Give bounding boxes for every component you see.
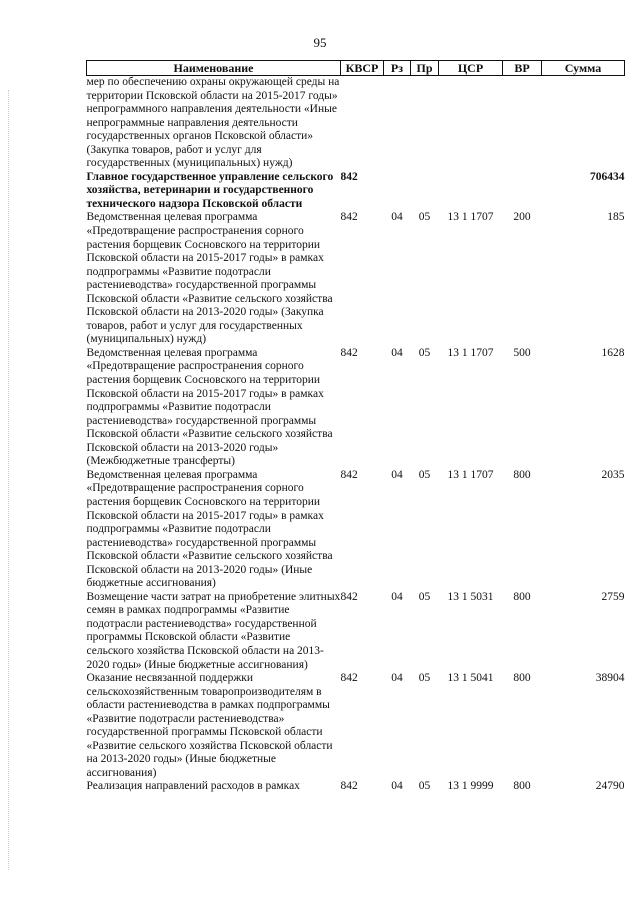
cell-rz: 04 bbox=[391, 346, 403, 359]
cell-csr bbox=[439, 76, 503, 171]
cell-sum: 706434 bbox=[590, 170, 625, 183]
cell-kvsr: 842 bbox=[340, 672, 358, 685]
cell-name: Ведомственная целевая программа «Предотвращение распространения сорного растения борщевик Сосновского на территории Псковской области на 2015-2017 годы» в рамках подпрограммы «Развитие подотрасли растениеводства» государственной программы Псковской области «Развитие сельского хозяйства Псковской области на 2013-2020 годы» (Иные бюджетные ассигнования) bbox=[86, 468, 333, 590]
cell-name: Ведомственная целевая программа «Предотвращение распространения сорного растения борщевик Сосновского на территории Псковской области на 2015-2017 годы» в рамках подпрограммы «Развитие подотрасли растениеводства» государственной программы Псковской области «Развитие сельского хозяйства Псковской области на 2013-2020 годы» (Закупка товаров, работ и услуг для государственных (муниципальных) нужд) bbox=[86, 211, 333, 346]
cell-name: Реализация направлений расходов в рамках bbox=[86, 780, 300, 793]
cell-vr: 800 bbox=[513, 780, 531, 793]
cell-vr: 500 bbox=[513, 346, 531, 359]
cell-sum: 38904 bbox=[595, 672, 625, 685]
cell-name: Ведомственная целевая программа «Предотвращение распространения сорного растения борщевик Сосновского на территории Псковской области на 2015-2017 годы» в рамках подпрограммы «Развитие подотрасли растениеводства» государственной программы Псковской области «Развитие сельского хозяйства Псковской области на 2013-2020 годы» (Межбюджетные трансферты) bbox=[86, 346, 333, 468]
cell-vr bbox=[503, 76, 542, 171]
cell-name: мер по обеспечению охраны окружающей среды на территории Псковской области на 2015-2017 годы» непрограммного направления деятельности «Иные непрограммные направления деятельности государственных органов Псковской области» (Закупка товаров, работ и услуг для государственных (муниципальных) нужд) bbox=[86, 76, 340, 170]
header-vr: ВР bbox=[503, 61, 542, 76]
cell-kvsr bbox=[341, 76, 384, 171]
table-row bbox=[87, 780, 625, 794]
cell-rz bbox=[384, 76, 411, 171]
cell-pr: 05 bbox=[418, 780, 431, 793]
header-name: Наименование bbox=[87, 61, 341, 76]
cell-pr: 05 bbox=[418, 672, 431, 685]
cell-name: Главное государственное управление сельского хозяйства, ветеринарии и государственного технического надзора Псковской области bbox=[86, 170, 334, 210]
cell-csr: 13 1 1707 bbox=[447, 346, 494, 359]
table-row bbox=[87, 347, 625, 469]
cell-kvsr: 842 bbox=[340, 211, 358, 224]
cell-sum: 24790 bbox=[595, 780, 625, 793]
cell-pr bbox=[411, 76, 439, 171]
cell-csr: 13 1 1707 bbox=[447, 211, 494, 224]
cell-csr: 13 1 1707 bbox=[447, 468, 494, 481]
cell-csr: 13 1 5041 bbox=[447, 672, 494, 685]
cell-sum: 2035 bbox=[601, 468, 625, 481]
header-rz: Рз bbox=[384, 61, 411, 76]
cell-rz: 04 bbox=[391, 211, 403, 224]
table-row bbox=[87, 591, 625, 672]
cell-sum: 185 bbox=[607, 211, 625, 224]
cell-rz: 04 bbox=[391, 780, 403, 793]
cell-name: Оказание несвязанной поддержки сельскохозяйственным товаропроизводителям в области растениеводства в рамках подпрограммы «Развитие подотрасли растениеводства» государственной программы Псковской области «Развитие сельского хозяйства Псковской области на 2013-2020 годы» (Иные бюджетные ассигнования) bbox=[86, 672, 333, 779]
table-body bbox=[87, 76, 625, 794]
cell-rz bbox=[384, 171, 411, 212]
page-number: 95 bbox=[313, 35, 327, 50]
header-pr: Пр bbox=[411, 61, 439, 76]
scan-margin-mark bbox=[8, 90, 10, 870]
table-row bbox=[87, 211, 625, 346]
cell-vr: 800 bbox=[513, 672, 531, 685]
cell-vr: 200 bbox=[513, 211, 531, 224]
cell-rz: 04 bbox=[391, 590, 403, 603]
cell-sum: 2759 bbox=[601, 590, 625, 603]
header-kvsr: КВСР bbox=[341, 61, 384, 76]
cell-kvsr: 842 bbox=[340, 468, 358, 481]
cell-pr: 05 bbox=[418, 211, 431, 224]
cell-kvsr: 842 bbox=[340, 590, 358, 603]
cell-pr bbox=[411, 171, 439, 212]
cell-name: Возмещение части затрат на приобретение элитных семян в рамках подпрограммы «Развитие подотрасли растениеводства» государственной программы Псковской области «Развитие сельского хозяйства Псковской области на 2013-2020 годы» (Иные бюджетные ассигнования) bbox=[86, 590, 341, 671]
table-row bbox=[87, 171, 625, 212]
cell-vr: 800 bbox=[513, 468, 531, 481]
cell-pr: 05 bbox=[418, 346, 431, 359]
cell-kvsr: 842 bbox=[340, 346, 358, 359]
table-row bbox=[87, 76, 625, 171]
cell-rz: 04 bbox=[391, 672, 403, 685]
cell-pr: 05 bbox=[418, 468, 431, 481]
cell-kvsr: 842 bbox=[340, 780, 358, 793]
budget-table bbox=[86, 60, 625, 794]
cell-kvsr: 842 bbox=[340, 170, 358, 183]
cell-pr: 05 bbox=[418, 590, 431, 603]
cell-csr bbox=[439, 171, 503, 212]
cell-sum: 1628 bbox=[601, 346, 625, 359]
cell-sum bbox=[542, 76, 625, 171]
cell-vr: 800 bbox=[513, 590, 531, 603]
cell-vr bbox=[503, 171, 542, 212]
header-csr: ЦСР bbox=[439, 61, 503, 76]
cell-rz: 04 bbox=[391, 468, 403, 481]
cell-csr: 13 1 9999 bbox=[447, 780, 494, 793]
table-row bbox=[87, 672, 625, 780]
cell-csr: 13 1 5031 bbox=[447, 590, 494, 603]
table-row bbox=[87, 469, 625, 591]
header-sum: Сумма bbox=[542, 61, 625, 76]
table-header-row bbox=[87, 61, 625, 76]
